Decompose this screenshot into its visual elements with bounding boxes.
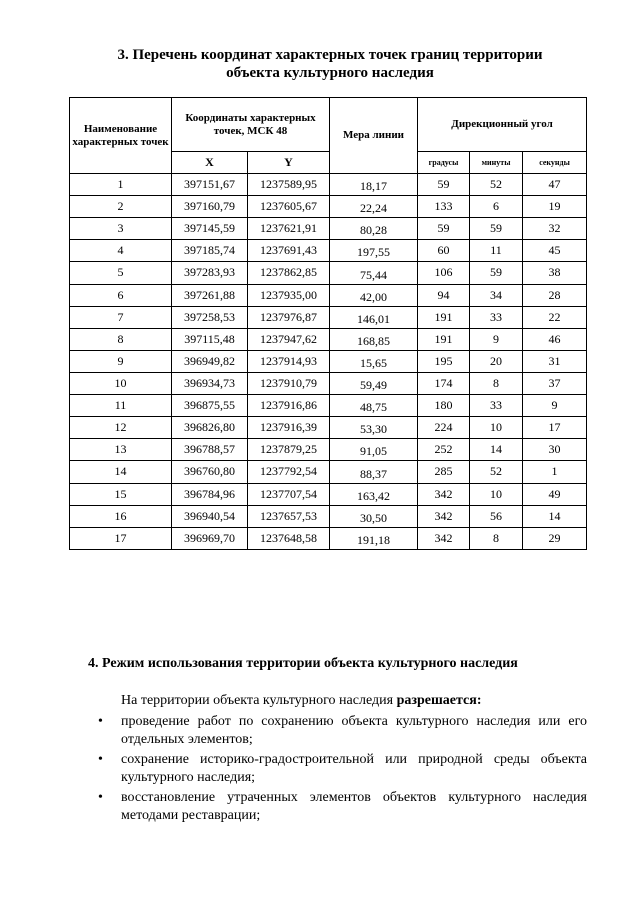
cell-y: 1237707,54	[248, 483, 330, 505]
cell-x: 397261,88	[172, 284, 248, 306]
cell-seconds: 14	[523, 505, 587, 527]
cell-line-measure: 146,01	[330, 306, 418, 328]
cell-line-measure: 48,75	[330, 395, 418, 417]
cell-x: 397145,59	[172, 218, 248, 240]
cell-y: 1237879,25	[248, 439, 330, 461]
table-row	[70, 417, 587, 439]
section-3-title	[70, 46, 590, 82]
table-row	[70, 461, 587, 483]
cell-minutes: 34	[470, 284, 523, 306]
cell-degrees: 133	[418, 196, 470, 218]
cell-minutes: 11	[470, 240, 523, 262]
header-degrees: градусы	[418, 152, 470, 174]
permitted-activities-list	[97, 713, 587, 827]
cell-y: 1237976,87	[248, 306, 330, 328]
section-4-title: 4. Режим использования территории объекта культурного наследия	[88, 656, 518, 671]
cell-minutes: 33	[470, 395, 523, 417]
cell-degrees: 342	[418, 527, 470, 549]
cell-line-measure: 59,49	[330, 372, 418, 394]
cell-minutes: 20	[470, 350, 523, 372]
header-y: Y	[248, 152, 330, 174]
cell-y: 1237916,86	[248, 395, 330, 417]
bullet-icon: •	[98, 752, 103, 767]
cell-point-number: 14	[70, 461, 172, 483]
cell-point-number: 17	[70, 527, 172, 549]
cell-degrees: 174	[418, 372, 470, 394]
list-item	[97, 751, 587, 787]
cell-y: 1237792,54	[248, 461, 330, 483]
cell-line-measure: 18,17	[330, 174, 418, 196]
table-row	[70, 262, 587, 284]
cell-minutes: 52	[470, 174, 523, 196]
cell-seconds: 49	[523, 483, 587, 505]
cell-point-number: 12	[70, 417, 172, 439]
cell-point-number: 1	[70, 174, 172, 196]
cell-degrees: 94	[418, 284, 470, 306]
cell-degrees: 59	[418, 174, 470, 196]
cell-seconds: 47	[523, 174, 587, 196]
cell-x: 396760,80	[172, 461, 248, 483]
cell-line-measure: 168,85	[330, 328, 418, 350]
cell-seconds: 22	[523, 306, 587, 328]
cell-x: 396875,55	[172, 395, 248, 417]
cell-y: 1237648,58	[248, 527, 330, 549]
cell-seconds: 28	[523, 284, 587, 306]
cell-seconds: 30	[523, 439, 587, 461]
cell-seconds: 9	[523, 395, 587, 417]
table-row	[70, 240, 587, 262]
cell-y: 1237914,93	[248, 350, 330, 372]
table-row	[70, 174, 587, 196]
cell-y: 1237691,43	[248, 240, 330, 262]
table-row	[70, 218, 587, 240]
cell-y: 1237605,67	[248, 196, 330, 218]
cell-line-measure: 80,28	[330, 218, 418, 240]
table-row	[70, 328, 587, 350]
permission-intro-text: На территории объекта культурного наследия	[121, 693, 397, 708]
permission-intro-bold: разрешается:	[396, 693, 482, 708]
header-minutes: минуты	[470, 152, 523, 174]
cell-line-measure: 42,00	[330, 284, 418, 306]
cell-degrees: 342	[418, 483, 470, 505]
list-item	[97, 789, 587, 825]
table-row	[70, 505, 587, 527]
cell-minutes: 56	[470, 505, 523, 527]
list-item-text: проведение работ по сохранению объекта культурного наследия или его отдельных элементов;	[121, 714, 587, 747]
cell-degrees: 60	[418, 240, 470, 262]
cell-x: 397185,74	[172, 240, 248, 262]
cell-line-measure: 30,50	[330, 505, 418, 527]
cell-point-number: 5	[70, 262, 172, 284]
cell-line-measure: 75,44	[330, 262, 418, 284]
header-line-measure: Мера линии	[330, 98, 418, 174]
list-item-text: восстановление утраченных элементов объектов культурного наследия методами реставрации;	[121, 790, 587, 823]
cell-y: 1237621,91	[248, 218, 330, 240]
cell-y: 1237589,95	[248, 174, 330, 196]
cell-degrees: 191	[418, 328, 470, 350]
cell-x: 397283,93	[172, 262, 248, 284]
cell-seconds: 17	[523, 417, 587, 439]
cell-y: 1237916,39	[248, 417, 330, 439]
cell-seconds: 29	[523, 527, 587, 549]
permission-intro	[121, 693, 482, 709]
table-row	[70, 439, 587, 461]
table-row	[70, 395, 587, 417]
cell-seconds: 19	[523, 196, 587, 218]
cell-x: 396940,54	[172, 505, 248, 527]
table-row	[70, 483, 587, 505]
table-row	[70, 350, 587, 372]
table-row	[70, 527, 587, 549]
cell-x: 396934,73	[172, 372, 248, 394]
cell-minutes: 6	[470, 196, 523, 218]
cell-minutes: 59	[470, 262, 523, 284]
cell-seconds: 32	[523, 218, 587, 240]
cell-point-number: 15	[70, 483, 172, 505]
cell-point-number: 13	[70, 439, 172, 461]
header-x: X	[172, 152, 248, 174]
cell-minutes: 8	[470, 527, 523, 549]
cell-degrees: 224	[418, 417, 470, 439]
cell-point-number: 9	[70, 350, 172, 372]
table-row	[70, 306, 587, 328]
cell-point-number: 8	[70, 328, 172, 350]
cell-minutes: 10	[470, 417, 523, 439]
section-3-title-line2: объекта культурного наследия	[226, 65, 434, 81]
cell-seconds: 1	[523, 461, 587, 483]
cell-point-number: 4	[70, 240, 172, 262]
cell-minutes: 10	[470, 483, 523, 505]
bullet-icon: •	[98, 790, 103, 805]
cell-degrees: 180	[418, 395, 470, 417]
cell-point-number: 10	[70, 372, 172, 394]
cell-y: 1237862,85	[248, 262, 330, 284]
table-row	[70, 372, 587, 394]
cell-line-measure: 197,55	[330, 240, 418, 262]
coordinates-table	[69, 97, 587, 550]
cell-x: 397151,67	[172, 174, 248, 196]
cell-degrees: 106	[418, 262, 470, 284]
cell-degrees: 59	[418, 218, 470, 240]
cell-line-measure: 88,37	[330, 461, 418, 483]
header-direction-angle: Дирекционный угол	[418, 98, 587, 152]
header-coordinates: Координаты характерных точек, МСК 48	[172, 98, 330, 152]
cell-x: 396788,57	[172, 439, 248, 461]
cell-line-measure: 22,24	[330, 196, 418, 218]
cell-degrees: 252	[418, 439, 470, 461]
cell-x: 396826,80	[172, 417, 248, 439]
cell-minutes: 52	[470, 461, 523, 483]
cell-x: 397258,53	[172, 306, 248, 328]
list-item-text: сохранение историко-градостроительной или природной среды объекта культурного наследия;	[121, 752, 587, 785]
cell-point-number: 7	[70, 306, 172, 328]
cell-point-number: 16	[70, 505, 172, 527]
cell-y: 1237947,62	[248, 328, 330, 350]
cell-seconds: 31	[523, 350, 587, 372]
cell-seconds: 45	[523, 240, 587, 262]
cell-degrees: 342	[418, 505, 470, 527]
cell-minutes: 8	[470, 372, 523, 394]
cell-y: 1237910,79	[248, 372, 330, 394]
list-item	[97, 713, 587, 749]
bullet-icon: •	[98, 714, 103, 729]
cell-point-number: 11	[70, 395, 172, 417]
cell-minutes: 14	[470, 439, 523, 461]
cell-seconds: 37	[523, 372, 587, 394]
cell-degrees: 191	[418, 306, 470, 328]
cell-point-number: 3	[70, 218, 172, 240]
table-row	[70, 196, 587, 218]
section-3-title-line1: 3. Перечень координат характерных точек границ территории	[117, 47, 543, 63]
cell-line-measure: 191,18	[330, 527, 418, 549]
cell-minutes: 59	[470, 218, 523, 240]
cell-line-measure: 91,05	[330, 439, 418, 461]
cell-minutes: 9	[470, 328, 523, 350]
table-row	[70, 284, 587, 306]
header-seconds: секунды	[523, 152, 587, 174]
cell-line-measure: 53,30	[330, 417, 418, 439]
cell-degrees: 285	[418, 461, 470, 483]
cell-y: 1237935,00	[248, 284, 330, 306]
cell-line-measure: 163,42	[330, 483, 418, 505]
cell-x: 397115,48	[172, 328, 248, 350]
table-body	[70, 174, 587, 550]
cell-minutes: 33	[470, 306, 523, 328]
cell-line-measure: 15,65	[330, 350, 418, 372]
cell-y: 1237657,53	[248, 505, 330, 527]
cell-x: 396784,96	[172, 483, 248, 505]
cell-x: 396949,82	[172, 350, 248, 372]
cell-x: 396969,70	[172, 527, 248, 549]
cell-point-number: 6	[70, 284, 172, 306]
cell-seconds: 38	[523, 262, 587, 284]
cell-x: 397160,79	[172, 196, 248, 218]
cell-point-number: 2	[70, 196, 172, 218]
header-point-name: Наименование характерных точек	[70, 98, 172, 174]
cell-seconds: 46	[523, 328, 587, 350]
cell-degrees: 195	[418, 350, 470, 372]
